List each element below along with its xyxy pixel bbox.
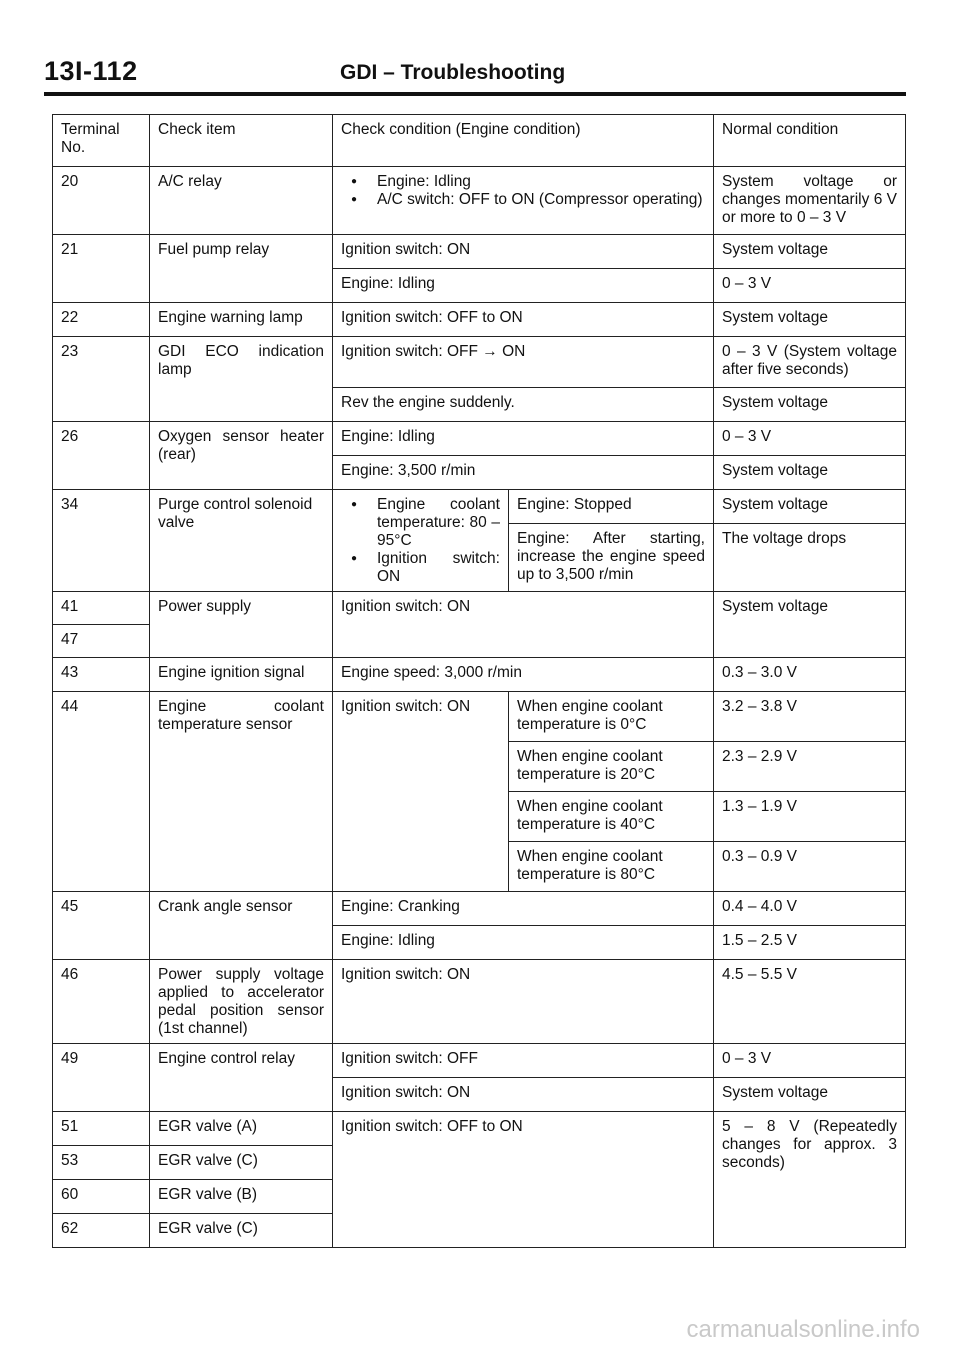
page-title: GDI – Troubleshooting: [340, 61, 566, 84]
terminal-number: 47: [53, 625, 150, 658]
normal-condition: 0.3 – 0.9 V: [714, 842, 906, 892]
check-condition: Rev the engine suddenly.: [333, 388, 714, 422]
normal-condition: 0 – 3 V: [714, 422, 906, 456]
terminal-number: 44: [53, 692, 150, 892]
table-row: [53, 1044, 906, 1078]
terminal-number: 62: [53, 1214, 150, 1248]
terminal-number: 51: [53, 1112, 150, 1146]
check-sub-condition: When engine coolant temperature is 40°C: [509, 792, 714, 842]
col-condition-header: Check condition (Engine condition): [333, 115, 714, 167]
terminal-number: 46: [53, 960, 150, 1044]
table-row: [53, 892, 906, 926]
check-item: A/C relay: [150, 167, 333, 235]
table-row: [53, 167, 906, 235]
col-normal-header: Normal condition: [714, 115, 906, 167]
normal-condition: 0 – 3 V (System voltage after five seconds): [714, 337, 906, 388]
check-condition: Ignition switch: OFF: [333, 1044, 714, 1078]
check-condition: Engine: Idling: [333, 422, 714, 456]
check-condition: Engine: 3,500 r/min: [333, 456, 714, 490]
table-row: [53, 692, 906, 742]
table-row: [53, 337, 906, 388]
check-item: EGR valve (A): [150, 1112, 333, 1146]
troubleshooting-table: [52, 114, 906, 1248]
check-condition: Ignition switch: ON: [333, 235, 714, 269]
table-row: [53, 960, 906, 1044]
page-number: 13I-112: [44, 56, 138, 86]
table-row: [53, 490, 906, 524]
check-condition: Ignition switch: OFF to ON: [333, 1112, 714, 1248]
terminal-number: 23: [53, 337, 150, 422]
normal-condition: 1.3 – 1.9 V: [714, 792, 906, 842]
table-row: [53, 1112, 906, 1146]
check-item: EGR valve (C): [150, 1146, 333, 1180]
check-condition: Engine speed: 3,000 r/min: [333, 658, 714, 692]
normal-condition: System voltage: [714, 1078, 906, 1112]
table-row: [53, 658, 906, 692]
normal-condition: System voltage: [714, 456, 906, 490]
table-row: [53, 592, 906, 625]
check-item: Crank angle sensor: [150, 892, 333, 960]
normal-condition: System voltage: [714, 235, 906, 269]
check-condition: Ignition switch: ON: [333, 960, 714, 1044]
col-terminal-header: Terminal No.: [53, 115, 150, 167]
terminal-number: 60: [53, 1180, 150, 1214]
check-condition: Ignition switch: OFF to ON: [333, 303, 714, 337]
terminal-number: 21: [53, 235, 150, 303]
watermark: carmanualsonline.info: [686, 1316, 920, 1343]
check-item: Purge control solenoid valve: [150, 490, 333, 592]
check-sub-condition: Engine: After starting, increase the engine speed up to 3,500 r/min: [509, 524, 714, 592]
terminal-number: 53: [53, 1146, 150, 1180]
check-condition: Ignition switch: ON: [333, 592, 714, 658]
normal-condition: The voltage drops: [714, 524, 906, 592]
check-item: Engine ignition signal: [150, 658, 333, 692]
check-item: Engine warning lamp: [150, 303, 333, 337]
check-condition: Engine: Idling: [333, 269, 714, 303]
normal-condition: 0.4 – 4.0 V: [714, 892, 906, 926]
check-sub-condition: When engine coolant temperature is 20°C: [509, 742, 714, 792]
check-item: Engine coolant temperature sensor: [150, 692, 333, 892]
check-item: EGR valve (B): [150, 1180, 333, 1214]
check-condition: [333, 167, 714, 235]
check-sub-condition: When engine coolant temperature is 80°C: [509, 842, 714, 892]
normal-condition: 0.3 – 3.0 V: [714, 658, 906, 692]
check-item: Fuel pump relay: [150, 235, 333, 303]
check-condition: Ignition switch: ON: [333, 1078, 714, 1112]
normal-condition: System voltage: [714, 388, 906, 422]
check-condition: [333, 490, 509, 592]
table-row: [53, 235, 906, 269]
check-item: GDI ECO indication lamp: [150, 337, 333, 422]
check-item: Engine control relay: [150, 1044, 333, 1112]
check-condition: Engine: Cranking: [333, 892, 714, 926]
terminal-number: 45: [53, 892, 150, 960]
col-check-item-header: Check item: [150, 115, 333, 167]
terminal-number: 43: [53, 658, 150, 692]
check-condition: Engine: Idling: [333, 926, 714, 960]
condition-bullet: ● Ignition switch: ON: [341, 550, 500, 586]
check-condition: Ignition switch: OFF → ON: [333, 337, 714, 388]
condition-bullet: ● Engine: Idling: [341, 173, 705, 191]
terminal-number: 41: [53, 592, 150, 625]
terminal-number: 26: [53, 422, 150, 490]
normal-condition: 0 – 3 V: [714, 1044, 906, 1078]
check-sub-condition: When engine coolant temperature is 0°C: [509, 692, 714, 742]
normal-condition: 1.5 – 2.5 V: [714, 926, 906, 960]
normal-condition: 0 – 3 V: [714, 269, 906, 303]
normal-condition: System voltage: [714, 303, 906, 337]
table-row: [53, 303, 906, 337]
normal-condition: System voltage: [714, 592, 906, 658]
check-sub-condition: Engine: Stopped: [509, 490, 714, 524]
condition-bullet: ● A/C switch: OFF to ON (Compressor operating): [341, 191, 705, 209]
terminal-number: 49: [53, 1044, 150, 1112]
terminal-number: 20: [53, 167, 150, 235]
header-rule: [44, 92, 906, 96]
check-condition: Ignition switch: ON: [333, 692, 509, 892]
table-header-row: [53, 115, 906, 167]
table-row: [53, 422, 906, 456]
terminal-number: 22: [53, 303, 150, 337]
check-item: Power supply: [150, 592, 333, 658]
condition-bullet: ● Engine coolant temperature: 80 – 95°C: [341, 496, 500, 550]
normal-condition: 3.2 – 3.8 V: [714, 692, 906, 742]
normal-condition: 4.5 – 5.5 V: [714, 960, 906, 1044]
normal-condition: System voltage or changes momentarily 6 V or more to 0 – 3 V: [714, 167, 906, 235]
terminal-number: 34: [53, 490, 150, 592]
normal-condition: 5 – 8 V (Repeatedly changes for approx. 3 seconds): [714, 1112, 906, 1248]
check-item: EGR valve (C): [150, 1214, 333, 1248]
normal-condition: System voltage: [714, 490, 906, 524]
check-item: Oxygen sensor heater (rear): [150, 422, 333, 490]
normal-condition: 2.3 – 2.9 V: [714, 742, 906, 792]
check-item: Power supply voltage applied to accelerator pedal position sensor (1st channel): [150, 960, 333, 1044]
